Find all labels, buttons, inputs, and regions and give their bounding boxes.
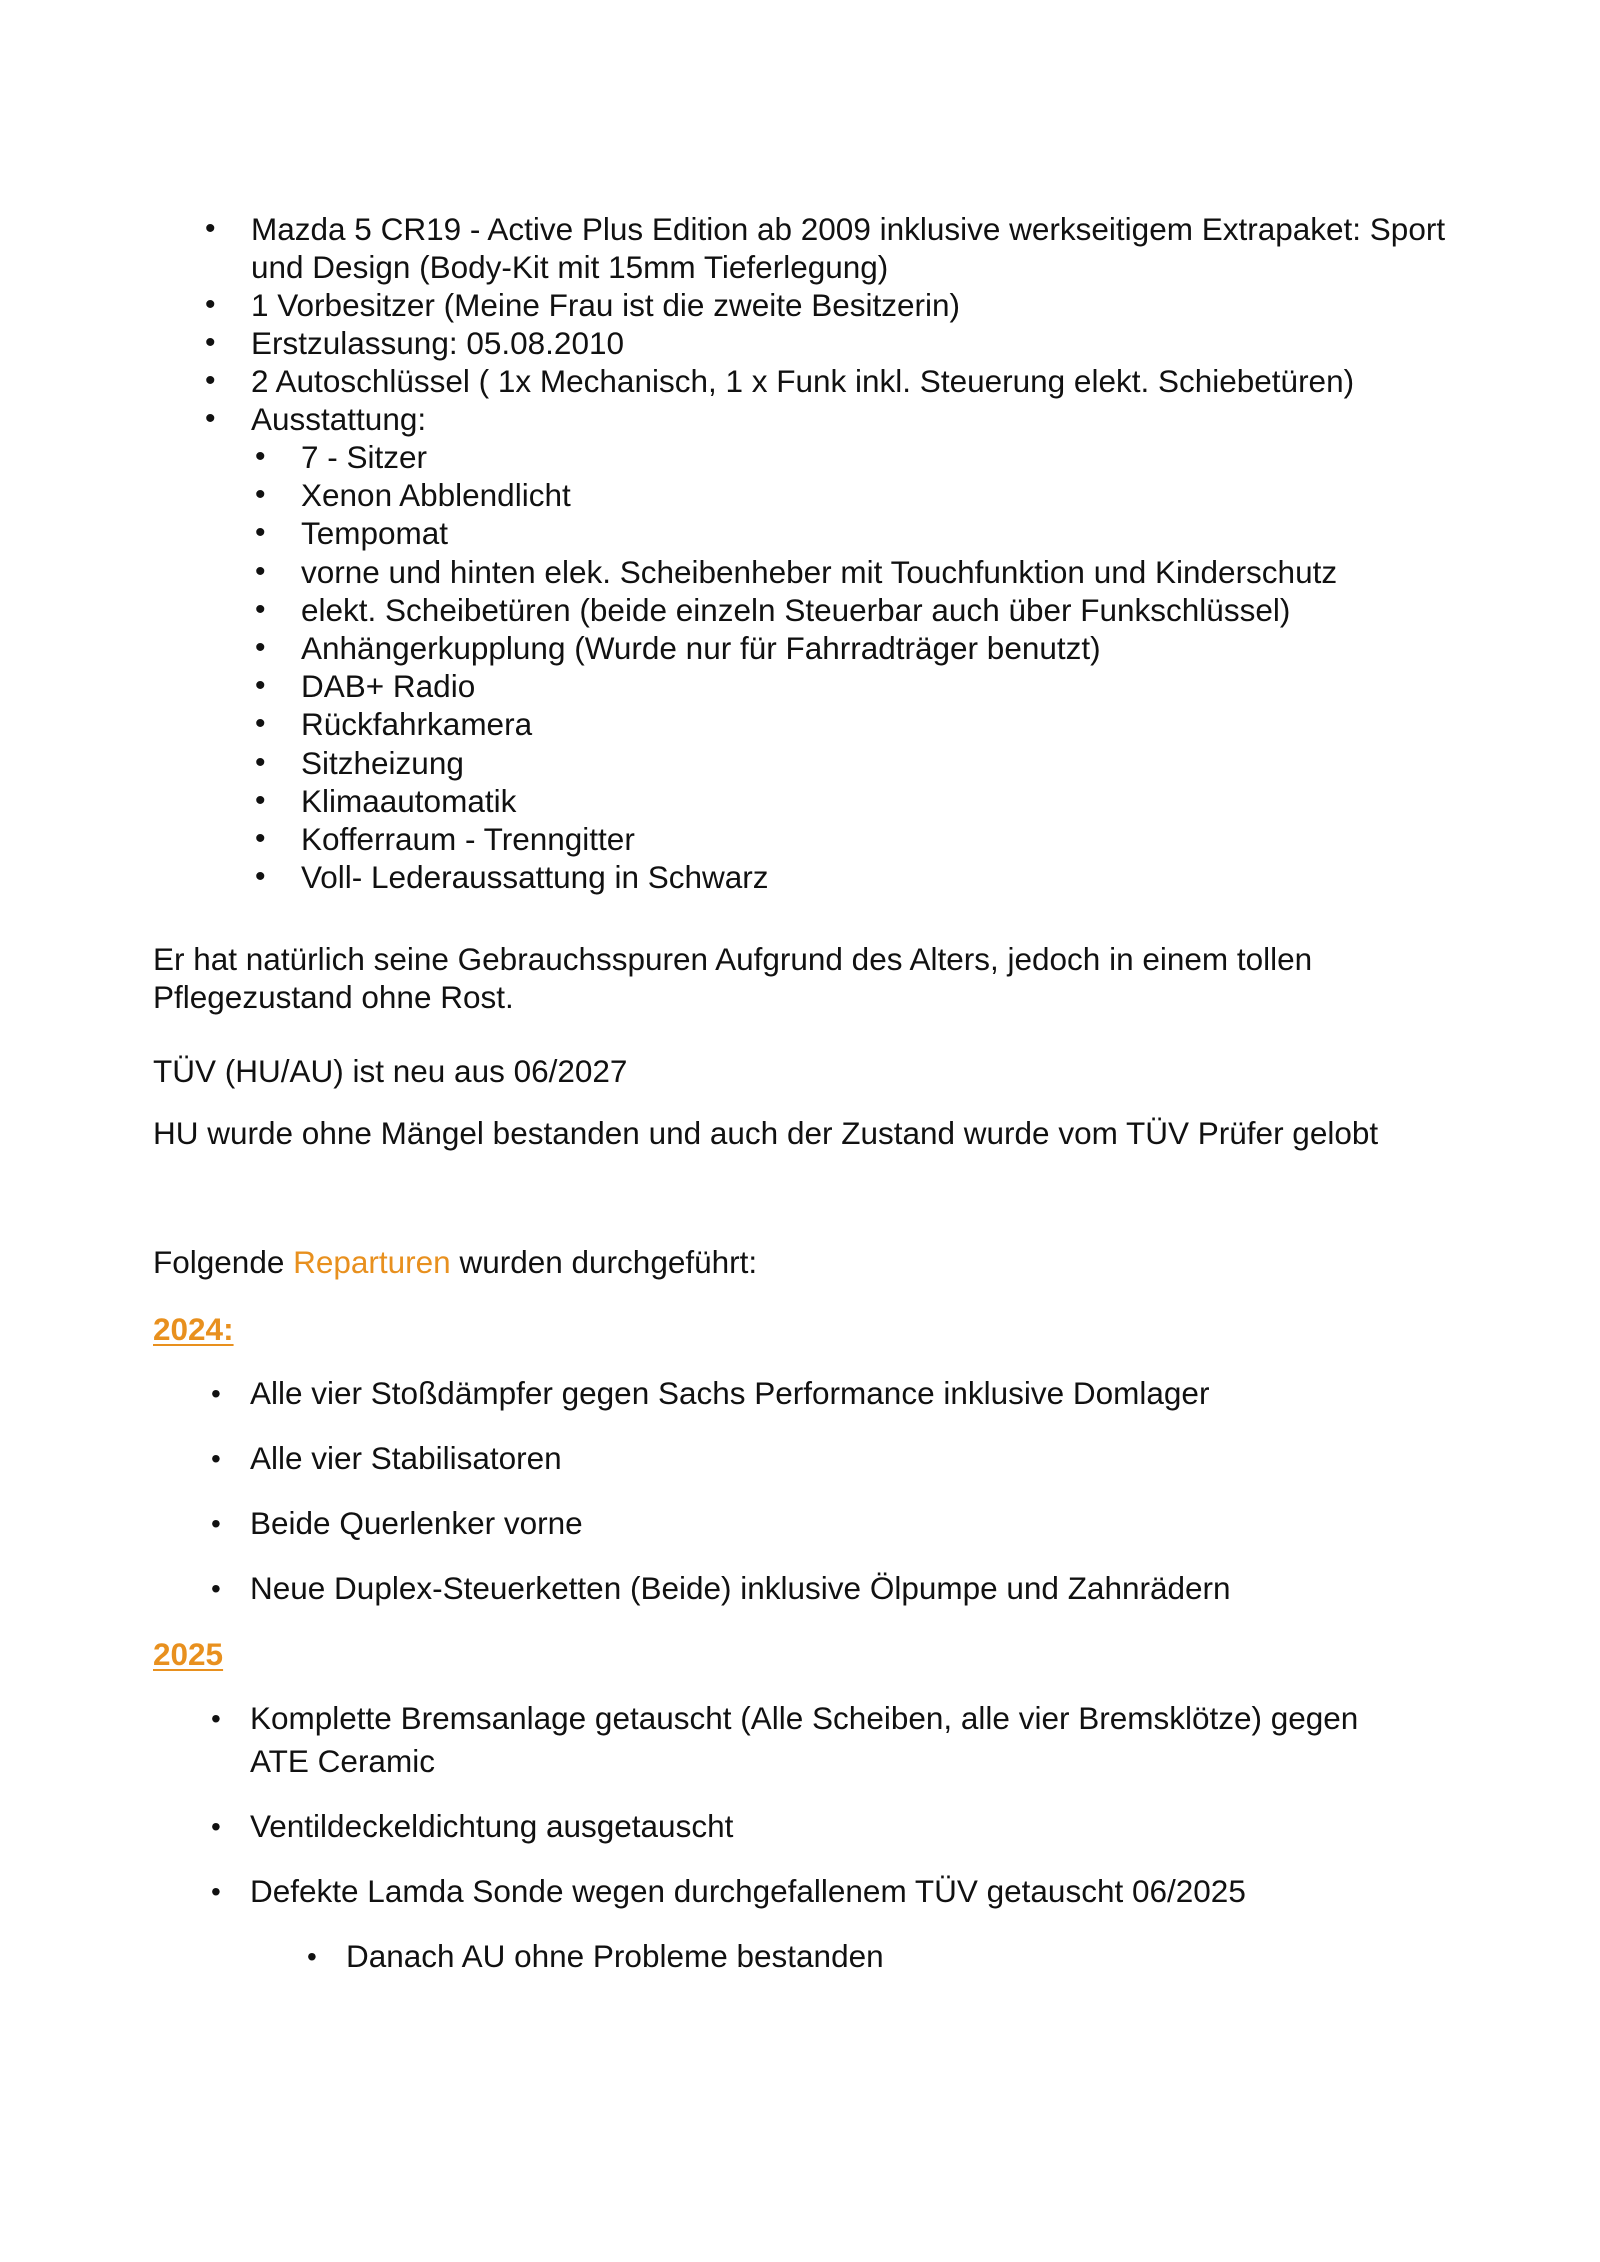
list-item-text: 1 Vorbesitzer (Meine Frau ist die zweite Besitzerin)	[251, 287, 961, 323]
bullet-icon: •	[255, 631, 266, 665]
repair-item-text: Defekte Lamda Sonde wegen durchgefallenem TÜV getauscht 06/2025	[250, 1873, 1246, 1909]
equipment-list	[251, 438, 1451, 896]
equipment-item	[251, 629, 1451, 667]
equipment-item	[251, 820, 1451, 858]
equipment-item-text: vorne und hinten elek. Scheibenheber mit Touchfunktion und Kinderschutz	[301, 553, 1338, 590]
equipment-item-text: Rückfahrkamera	[301, 706, 533, 743]
bullet-icon: •	[255, 478, 266, 512]
list-item-text: 2 Autoschlüssel ( 1x Mechanisch, 1 x Funk inkl. Steuerung elekt. Schiebetüren)	[251, 363, 1355, 399]
bullet-icon: •	[205, 288, 216, 321]
bullet-icon: •	[211, 1573, 221, 1604]
bullet-icon: •	[205, 212, 216, 245]
repairs-highlight: Reparturen	[293, 1244, 451, 1280]
list-item	[0, 400, 1451, 896]
bullet-icon: •	[211, 1508, 221, 1539]
bullet-icon: •	[211, 1378, 221, 1409]
bullet-icon: •	[255, 440, 266, 473]
bullet-icon: •	[307, 1941, 317, 1972]
repairs-intro	[153, 1243, 1453, 1281]
equipment-item-text: 7 - Sitzer	[301, 439, 428, 475]
equipment-item	[251, 591, 1451, 629]
bullet-icon: •	[255, 592, 266, 626]
equipment-item	[251, 667, 1451, 705]
equipment-item-text: Xenon Abblendlicht	[301, 477, 571, 514]
bullet-icon: •	[211, 1876, 221, 1907]
bullet-icon: •	[255, 783, 266, 817]
list-item-text: Ausstattung:	[251, 401, 427, 437]
repair-item-text: Alle vier Stoßdämpfer gegen Sachs Performance inklusive Domlager	[250, 1375, 1210, 1411]
equipment-item	[251, 553, 1451, 591]
bullet-icon: •	[255, 707, 266, 741]
equipment-item	[251, 782, 1451, 820]
equipment-item-text: Voll- Lederaussattung in Schwarz	[301, 859, 769, 896]
bullet-icon: •	[255, 554, 266, 588]
bullet-icon: •	[205, 364, 216, 397]
equipment-item	[251, 858, 1451, 896]
repairs-intro-before: Folgende	[153, 1244, 294, 1280]
repair-item-text: Komplette Bremsanlage getauscht (Alle Scheiben, alle vier Bremsklötze) gegen ATE Ceramic	[250, 1700, 1359, 1779]
repair-item-text: Neue Duplex-Steuerketten (Beide) inklusive Ölpumpe und Zahnrädern	[250, 1570, 1231, 1606]
year-heading-2025: 2025	[153, 1636, 224, 1672]
repair-sub-item-text: Danach AU ohne Probleme bestanden	[346, 1938, 884, 1974]
repair-item-text: Alle vier Stabilisatoren	[250, 1440, 562, 1476]
bullet-icon: •	[205, 326, 216, 359]
condition-paragraph: Er hat natürlich seine Gebrauchsspuren Aufgrund des Alters, jedoch in einem tollen Pflegezustand ohne Rost.	[153, 941, 1313, 1015]
repairs-intro-after: wurden durchgeführt:	[450, 1244, 758, 1280]
list-item-text: Mazda 5 CR19 - Active Plus Edition ab 2009 inklusive werkseitigem Extrapaket: Sport und Design (Body-Kit mit 15mm Tieferlegung)	[251, 211, 1446, 285]
equipment-item-text: DAB+ Radio	[301, 668, 476, 705]
equipment-item	[251, 476, 1451, 514]
equipment-item	[251, 744, 1451, 782]
equipment-item-text: Sitzheizung	[301, 744, 464, 781]
bullet-icon: •	[255, 822, 266, 856]
year-heading-2024: 2024:	[153, 1311, 234, 1347]
tuev-paragraph: TÜV (HU/AU) ist neu aus 06/2027	[153, 1053, 628, 1089]
repair-item-text: Ventildeckeldichtung ausgetauscht	[250, 1808, 734, 1844]
bullet-icon: •	[211, 1443, 221, 1474]
list-item	[0, 210, 1451, 286]
list-item	[0, 286, 1451, 324]
equipment-item	[251, 514, 1451, 552]
bullet-icon: •	[255, 745, 266, 779]
bullet-icon: •	[255, 860, 266, 894]
equipment-item-text: elekt. Scheibetüren (beide einzeln Steuerbar auch über Funkschlüssel)	[301, 591, 1291, 628]
equipment-item-text: Anhängerkupplung (Wurde nur für Fahrradträger benutzt)	[301, 630, 1101, 667]
equipment-item	[251, 438, 1451, 476]
bullet-icon: •	[255, 669, 266, 703]
list-item	[0, 324, 1451, 362]
hu-paragraph: HU wurde ohne Mängel bestanden und auch der Zustand wurde vom TÜV Prüfer gelobt	[153, 1115, 1379, 1151]
equipment-item-text: Tempomat	[301, 515, 449, 552]
equipment-item-text: Klimaautomatik	[301, 782, 517, 819]
equipment-item-text: Kofferraum - Trenngitter	[301, 821, 635, 858]
equipment-item	[251, 705, 1451, 743]
bullet-icon: •	[205, 402, 216, 435]
bullet-icon: •	[211, 1703, 221, 1734]
list-item-text: Erstzulassung: 05.08.2010	[251, 325, 625, 361]
vehicle-facts-list	[0, 210, 1600, 896]
bullet-icon: •	[255, 516, 266, 550]
list-item	[0, 362, 1451, 400]
repair-item-text: Beide Querlenker vorne	[250, 1505, 583, 1541]
bullet-icon: •	[211, 1811, 221, 1842]
